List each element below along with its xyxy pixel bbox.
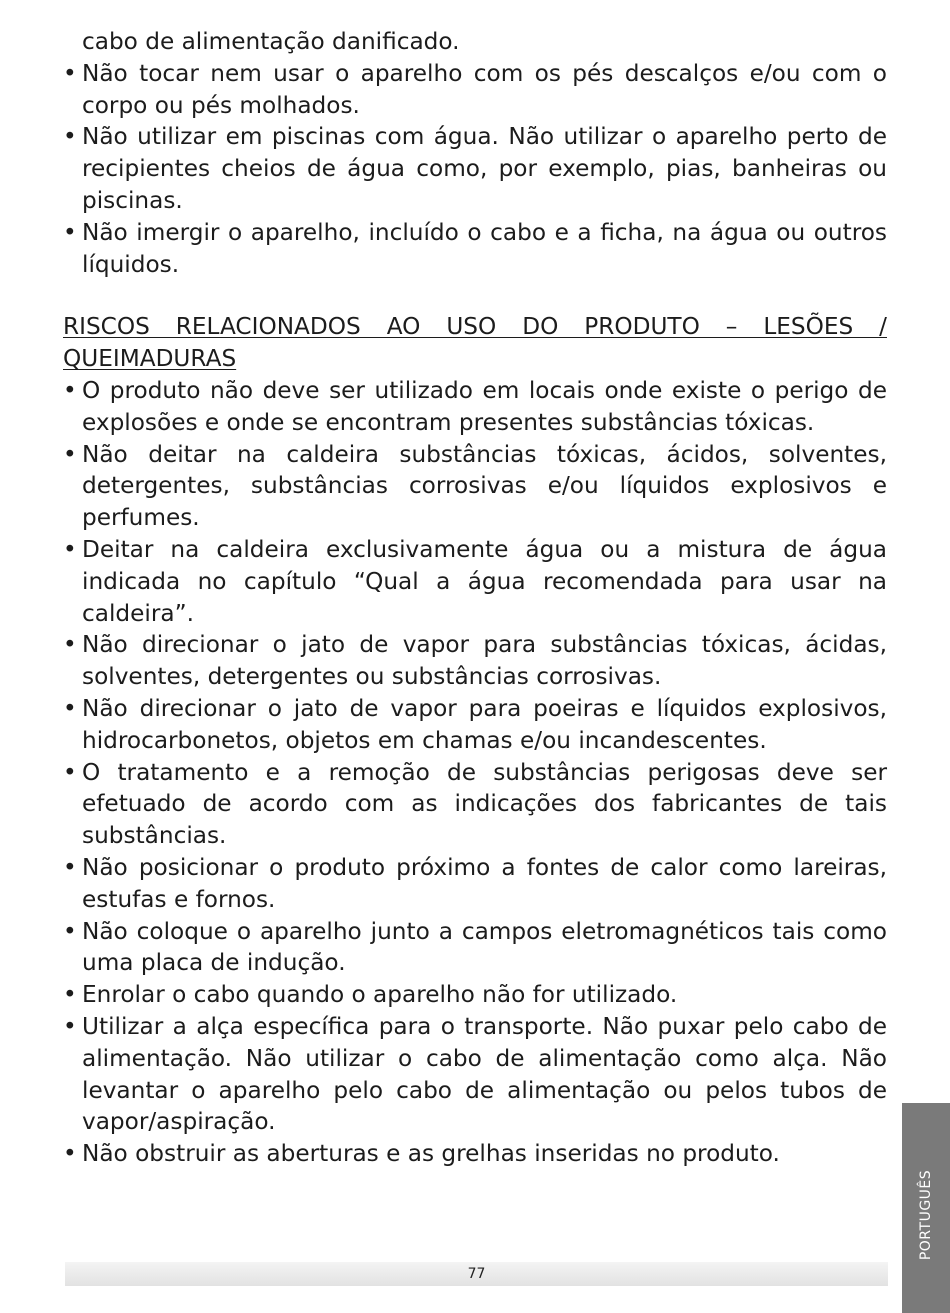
list-item-text: Não obstruir as aberturas e as grelhas inseridas no produto. (82, 1140, 780, 1168)
list-item (63, 979, 887, 1011)
page-number: 77 (467, 1266, 486, 1282)
footer-bar (65, 1262, 888, 1286)
bullet-marker: • (63, 59, 77, 87)
bullet-marker: • (63, 853, 77, 881)
list-item (63, 439, 887, 534)
bullet-list-top (63, 58, 887, 281)
list-item-text: Não utilizar em piscinas com água. Não utilizar o aparelho perto de recipientes cheios de água como, por exemplo, pias, banheiras ou piscinas. (82, 123, 887, 214)
list-item-text: Não coloque o aparelho junto a campos eletromagnéticos tais como uma placa de indução. (82, 917, 887, 977)
list-item-text: Não direcionar o jato de vapor para poeiras e líquidos explosivos, hidrocarbonetos, objetos em chamas e/ou incandescentes. (82, 694, 887, 754)
list-item (63, 1011, 887, 1138)
bullet-marker: • (63, 981, 77, 1009)
list-item-text: Deitar na caldeira exclusivamente água ou a mistura de água indicada no capítulo “Qual a água recomendada para usar na caldeira”. (82, 535, 887, 627)
list-item (63, 217, 887, 281)
list-item (63, 534, 887, 629)
continued-paragraph: cabo de alimentação danificado. (82, 28, 460, 55)
list-item (63, 629, 887, 693)
bullet-marker: • (63, 535, 77, 563)
bullet-marker: • (63, 758, 77, 786)
bullet-marker: • (63, 1140, 77, 1168)
language-tab (902, 1103, 950, 1313)
bullet-marker: • (63, 631, 77, 659)
document-body (63, 26, 887, 1170)
bullet-marker: • (63, 218, 77, 246)
list-item-text: Não posicionar o produto próximo a fontes de calor como lareiras, estufas e fornos. (82, 853, 887, 913)
language-tab-label: PORTUGUÊS (918, 1169, 934, 1261)
list-item (63, 852, 887, 916)
bullet-marker: • (63, 376, 77, 404)
bullet-marker: • (63, 917, 77, 945)
list-item-text: Não tocar nem usar o aparelho com os pés descalços e/ou com o corpo ou pés molhados. (82, 59, 887, 119)
list-item (63, 1138, 887, 1170)
list-item (63, 58, 887, 122)
bullet-marker: • (63, 1012, 77, 1040)
list-item-text: Não imergir o aparelho, incluído o cabo e a ficha, na água ou outros líquidos. (82, 218, 887, 278)
list-item-text: Não direcionar o jato de vapor para substâncias tóxicas, ácidas, solventes, detergentes ou substâncias corrosivas. (82, 631, 887, 691)
list-item-text: Utilizar a alça específica para o transporte. Não puxar pelo cabo de alimentação. Não utilizar o cabo de alimentação como alça. Não levantar o aparelho pelo cabo de alimentação ou pelos tubos de vapor/aspiração. (82, 1012, 887, 1136)
section-heading: RISCOS RELACIONADOS AO USO DO PRODUTO – LESÕES / QUEIMADURAS (63, 313, 887, 373)
list-item (63, 916, 887, 980)
list-item (63, 693, 887, 757)
list-item-text: Enrolar o cabo quando o aparelho não for utilizado. (82, 981, 678, 1009)
bullet-list-section (63, 375, 887, 1170)
list-item (63, 375, 887, 439)
list-item-text: O produto não deve ser utilizado em locais onde existe o perigo de explosões e onde se encontram presentes substâncias tóxicas. (82, 376, 887, 436)
list-item (63, 757, 887, 852)
bullet-marker: • (63, 440, 77, 468)
bullet-marker: • (63, 694, 77, 722)
list-item (63, 121, 887, 216)
list-item-text: O tratamento e a remoção de substâncias perigosas deve ser efetuado de acordo com as indicações dos fabricantes de tais substâncias. (82, 758, 887, 850)
bullet-marker: • (63, 123, 77, 151)
list-item-text: Não deitar na caldeira substâncias tóxicas, ácidos, solventes, detergentes, substâncias corrosivas e/ou líquidos explosivos e perfumes. (82, 440, 887, 532)
